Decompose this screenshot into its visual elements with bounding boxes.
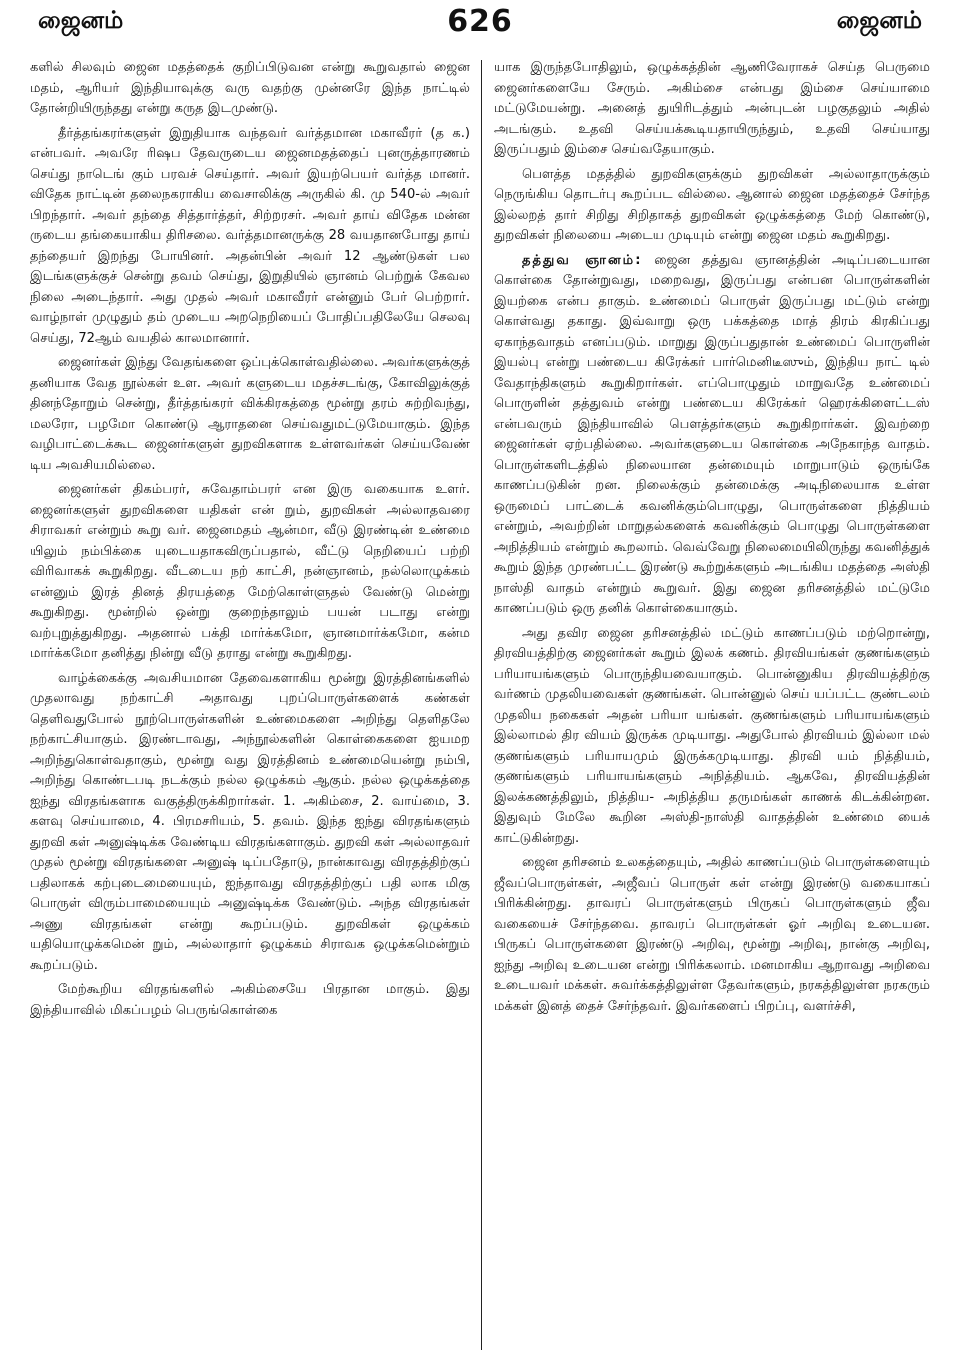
- left-column: [30, 58, 470, 1354]
- running-title-left: ஜைனம்: [38, 6, 124, 34]
- paragraph: ஜைனர்கள் திகம்பரர், சுவேதாம்பரர் என இரு வகையாக உளர். ஜைனர்களுள் துறவிகளை யதிகள் என் றும், துறவிகள் அல்லாதவரை சிராவகர் என்றும் கூறு வர். ஜைனமதம் ஆன்மா, வீடு இரண்டின் உண்மை யிலும் நம்பிக்கை யுடையதாகவிருப்பதால், வீட்டு நெறியைப் பற்றி விரிவாகக் கூறுகிறது. வீடடைய நற் காட்சி, நன்ஞானம், நல்லொழுக்கம் என்னும் இரத் தினத் திரயத்தை மேற்கொள்ளுதல் வேண்டு மென்று கூறுகிறது. மூன்றில் ஒன்று குறைந்தாலும் பயன் படாது என்று வற்புறுத்துகிறது. அதனால் பக்தி மார்க்கமோ, ஞானமார்க்கமோ, கன்ம மார்க்கமோ தனித்து நின்று வீடு தராது என்று கூறுகிறது.: [30, 482, 470, 661]
- page-header: [0, 0, 960, 52]
- paragraph-text: ஜைன தத்துவ ஞானத்தின் அடிப்படையான கொள்கை தோன்றுவது, மறைவது, இருப்பது என்பன பொருள்களின் இயற்கை என்ப தாகும். உண்மைப் பொருள் இருப்பது மட்டும் என்று கொள்வது தகாது. இவ்வாறு ஒரு பக்கத்தை மாத் திரம் கிரகிப்பது ஏகாந்தவாதம் எனப்படும். மாறுது இருப்பதுதான் உண்மைப் பொருளின் இயல்பு என்று பண்டைய கிரேக்கர் பார்மெனிடீஸும், இந்திய நாட் டில் வேதாந்திகளும் கூறுகிறார்கள். எப்பொழுதும் மாறுவதே உண்மைப் பொருளின் தத்துவம் என்று பண்டைய கிரேக்கர் ஹெரக்கிளைட்டஸ் என்பவரும் இந்தியாவில் பௌத்தர்களும் கூறுகிறார்கள். இவற்றை ஜைனர்கள் ஏற்பதில்லை. அவர்களுடைய கொள்கை அநேகாந்த வாதம். பொருள்களிடத்தில் நிலையான தன்மையும் மாறுபாடும் ஒருங்கே காணப்படுகின் றன. நிலைக்கும் தன்மைக்கு அடிநிலையாக உள்ள ஒருமைப் பாட்டைக் கவனிக்கும்பொழுது, பொருள்களை நித்தியம் என்றும், அவற்றின் மாறுதல்களைக் கவனிக்கும் பொழுது பொருள்களை அநித்தியம் என்றும் கூறலாம். வெவ்வேறு நிலைமையிலிருந்து கவனித்துக் கூறும் இந்த முரண்பட்ட இரண்டு கூற்றுக்களும் அடங்கிய மதத்தை அஸ்தி நாஸ்தி வாதம் என்றும் கூறுவர். இது ஜைன தரிசனத்தில் மட்டுமே காணப்படும் ஒரு தனிக் கொள்கையாகும்.: [494, 252, 930, 616]
- right-column: [494, 58, 930, 1354]
- page-number: 626: [447, 4, 513, 39]
- paragraph: [494, 251, 930, 620]
- paragraph: ஜைன தரிசனம் உலகத்தையும், அதில் காணப்படும் பொருள்களையும் ஜீவப்பொருள்கள், அஜீவப் பொருள் கள் என்று இரண்டு வகையாகப் பிரிக்கின்றது. தாவரப் பொருள்களும் பிருகப் பொருள்களும் ஜீவ வகையைச் சேர்ந்தவை. தாவரப் பொருள்கள் ஓர் அறிவு உடையன. பிருகப் பொருள்களை இரண்டு அறிவு, மூன்று அறிவு, நான்கு அறிவு, ஐந்து அறிவு உடையன என்று பிரிக்கலாம். மனமாகிய ஆறாவது அறிவை உடையவர் மக்கள். சுவர்க்கத்திலுள்ள தேவர்களும், நரகத்திலுள்ள நரகரும் மக்கள் இனத் தைச் சேர்ந்தவர். இவர்களைப் பிறப்பு, வளர்ச்சி,: [494, 855, 930, 1014]
- paragraph: களில் சிலவும் ஜைன மதத்தைக் குறிப்பிடுவன என்று கூறுவதால் ஜைன மதம், ஆரியர் இந்தியாவுக்கு வரு வதற்கு முன்னரே இந்த நாட்டில் தோன்றியிருந்தது என்று கருத இடமுண்டு.: [30, 60, 470, 116]
- paragraph: பௌத்த மதத்தில் துறவிகளுக்கும் துறவிகள் அல்லாதாருக்கும் நெருங்கிய தொடர்பு கூறப்பட வில்லை. ஆனால் ஜைன மதத்தைச் சேர்ந்த இல்லறத் தார் சிறிது சிறிதாகத் துறவிகள் ஒழுக்கத்தை மேற் கொண்டு, துறவிகள் நிலையை அடைய முடியும் என்று ஜைன மதம் கூறுகிறது.: [494, 166, 930, 243]
- column-divider: [481, 60, 482, 1350]
- paragraph: யாக இருந்தபோதிலும், ஒழுக்கத்தின் ஆணிவேராகச் செய்த பெருமை ஜைனர்களையே சேரும். அகிம்சை என்பது இம்சை செய்யாமை மட்டுமேயன்று. அனைத் துயிரிடத்தும் அன்புடன் பழகுதலும் அதில் அடங்கும். உதவி செய்யக்கூடியதாயிருந்தும், உதவி செய்யாது இருப்பதும் இம்சை செய்வதேயாகும்.: [494, 60, 930, 157]
- paragraph: மேற்கூறிய விரதங்களில் அகிம்சையே பிரதான மாகும். இது இந்தியாவில் மிகப்பழம் பெருங்கொள்கை: [30, 982, 470, 1018]
- paragraph: வாழ்க்கைக்கு அவசியமான தேவைகளாகிய மூன்று இரத்தினங்களில் முதலாவது நற்காட்சி அதாவது புறப்பொருள்களைக் கண்கள் தெளிவதுபோல் நூற்பொருள்களின் உண்மைகளை அறிந்து தெளிதலே நற்காட்சியாகும். இரண்டாவது, அந்நூல்களின் கொள்கைகளை ஐயமற அறிந்துகொள்வதாகும், மூன்று வது இரத்தினம் உண்மையென்று நம்பி, அறிந்து கொண்டபடி நடக்கும் நல்ல ஒழுக்கம் ஆகும். நல்ல ஒழுக்கத்தை ஐந்து விரதங்களாக வகுத்திருக்கிறார்கள். 1. அகிம்சை, 2. வாய்மை, 3. களவு செய்யாமை, 4. பிரமசரியம், 5. தவம். இந்த ஐந்து விரதங்களும் துறவி கள் அனுஷ்டிக்க வேண்டிய விரதங்களாகும். துறவி கள் அல்லாதவர் முதல் மூன்று விரதங்களை அனுஷ் டிப்பதோடு, நான்காவது விரதத்திற்குப் பதிலாகக் கற்புடைமையையும், ஐந்தாவது விரதத்திற்குப் பதி லாக மிகு பொருள் விரும்பாமையையும் அனுஷ்டிக்க வேண்டும். அந்த விரதங்கள் அணு விரதங்கள் என்று கூறப்படும். துறவிகள் ஒழுக்கம் யதியொழுக்கமென் றும், அல்லாதார் ஒழுக்கம் சிராவக ஒழுக்கமென்றும் கூறப்படும்.: [30, 670, 470, 973]
- paragraph: அது தவிர ஜைன தரிசனத்தில் மட்டும் காணப்படும் மற்றொன்று, திரவியத்திற்கு ஜைனர்கள் கூறும் இலக் கணம். திரவியங்கள் குணங்களும் பரியாயங்களும் பொருந்தியவையாகும். பொன்னுகிய திரவியத்திற்கு வர்ணம் முதலியவைகள் குணங்கள். பொன்னுல் செய் யப்பட்ட குண்டலம் முதலிய நகைகள் அதன் பரியா யங்கள். குணங்களும் பரியாயங்களும் இல்லாமல் திர வியம் இருக்க முடியாது. அதுபோல் திரவியம் இல்லா மல் குணங்களும் பரியாயமும் இருக்கமுடியாது. திரவி யம் நித்தியம், குணங்களும் பரியாயங்களும் அநித்தியம். ஆகவே, திரவியத்தின் இலக்கணத்திலும், நித்திய- அநித்திய தருமங்கள் காணக் கிடக்கின்றன. இதுவும் மேலே கூறின அஸ்தி-நாஸ்தி வாதத்தின் உண்மை யைக் காட்டுகின்றது.: [494, 625, 930, 846]
- section-term: தத்துவ ஞானம்:: [522, 252, 643, 268]
- running-title-right: ஜைனம்: [836, 6, 922, 34]
- paragraph: தீர்த்தங்கரர்களுள் இறுதியாக வந்தவர் வர்த்தமான மகாவீரர் (த க.) என்பவர். அவரே ரிஷப தேவருடைய ஜைனமதத்தைப் புனருத்தாரணம் செய்து நாடெங் கும் பரவச் செய்தார். அவர் இயற்பெயர் வர்த்த மானர். விதேக நாட்டின் தலைநகராகிய வைசாலிக்கு அருகில் கி. மு 540-ல் அவர் பிறந்தார். அவர் தந்தை சித்தார்த்தர், சிற்றரசர். அவர் தாய் விதேக மன்ன ருடைய தங்கையாகிய திரிசலை. வர்த்தமானருக்கு 28 வயதானபோது தாய் தந்தையர் இறந்து போயினர். அதன்பின் அவர் 12 ஆண்டுகள் பல இடங்களுக்குச் சென்று தவம் செய்து, இறுதியில் ஞானம் பெற்றுக் கேவல நிலை அடைந்தார். அது முதல் அவர் மகாவீரர் என்னும் பேர் பெற்றார். வாழ்நாள் முழுதும் தம் முடைய அறநெறியைப் போதிப்பதிலேயே செலவு செய்து, 72ஆம் வயதில் காலமானார்.: [30, 125, 470, 346]
- paragraph: ஜைனர்கள் இந்து வேதங்களை ஒப்புக்கொள்வதில்லை. அவர்களுக்குத் தனியாக வேத நூல்கள் உள. அவர் களுடைய மதச்சடங்கு, கோவிலுக்குத் தினந்தோறும் சென்று, தீர்த்தங்கரர் விக்கிரகத்தை மூன்று தரம் சுற்றிவந்து, மலரோ, பழமோ கொண்டு ஆராதனை செய்வதுமட்டுமேயாகும். இந்த வழிபாட்டைக்கூட ஜைனர்களுள் துறவிகளாக உள்ளவர்கள் செய்யவேண் டிய அவசியமில்லை.: [30, 355, 470, 473]
